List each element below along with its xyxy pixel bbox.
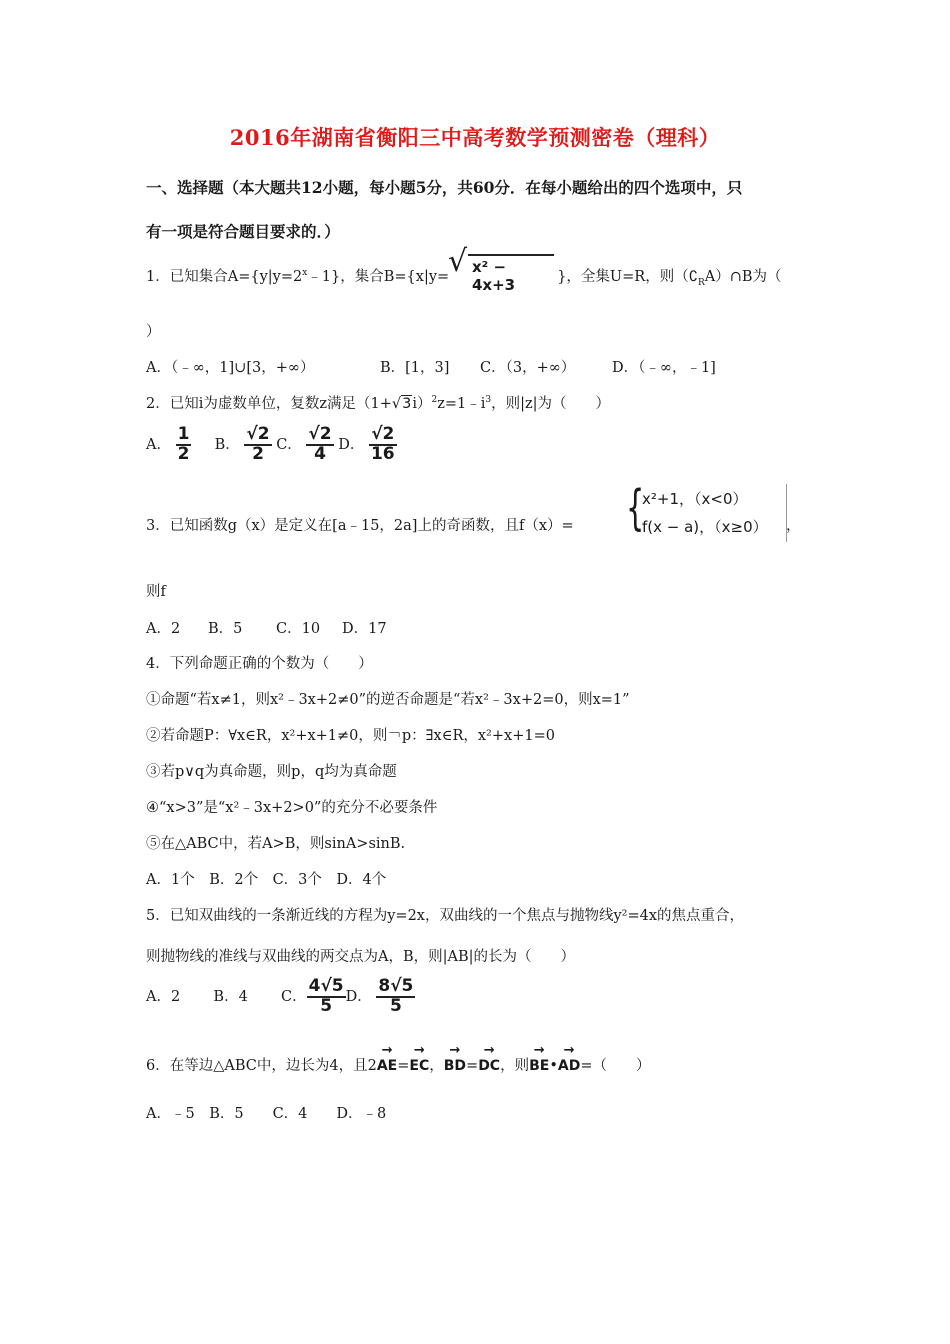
q3-piece-row2: f(x − a)，（x≥0） [642,518,768,536]
page-title: 2016年湖南省衡阳三中高考数学预测密卷（理科） [229,125,721,150]
question-3: 3．已知函数g（x）是定义在[a﹣15，2a]上的奇函数，且f（x）= [146,518,574,534]
question-6 [146,1052,651,1075]
q2-sqrt: √3 [391,396,412,412]
q1-text-d: A）∩B为（ [704,269,782,285]
radical-sign-icon: √ [448,244,468,279]
question-5-line2: 则抛物线的准线与双曲线的两交点为A，B，则|AB|的长为（ ） [146,949,576,965]
q2-option-d-label: D． [338,436,365,453]
q2-option-b-frac: $\frac{√2}{2}$ [246,424,270,464]
q5-options [146,978,415,1016]
q1-radicand: x² − 4x+3 [468,254,554,294]
q5-option-d-frac: $\frac{8√5}{5}$ [378,976,414,1016]
q1-option-d: D．（﹣∞，﹣1] [612,360,716,376]
q1-text-a: 1．已知集合A={y|y=2 [146,269,303,285]
q6-vector-ec: → EC [409,1052,429,1074]
q4-item-5: ⑤在△ABC中，若A>B，则sinA>sinB. [146,836,406,852]
q6-comma1: ， [429,1058,444,1074]
left-brace-icon: { [626,480,645,536]
q5-option-d-label: D． [345,988,372,1005]
q2-options [146,426,397,464]
q2-option-c-frac: $\frac{√2}{4}$ [308,424,332,464]
q6-tail: =（ ） [580,1058,651,1074]
q1-option-c: C．（3，+∞） [480,360,576,376]
q1-radical [448,244,554,294]
q6-options: A．﹣5 B．5 C．4 D．﹣8 [146,1106,387,1122]
q6-vector-bd: → BD [444,1052,466,1074]
q2-option-a-label: A． [146,436,171,453]
question-4: 4．下列命题正确的个数为（ ） [146,656,373,672]
q2-text-b: i） [412,396,432,412]
q6-vector-be: → BE [529,1052,549,1074]
q4-item-3: ③若p∨q为真命题，则p，q均为真命题 [146,764,397,780]
question-5-line1: 5．已知双曲线的一条渐近线的方程为y=2x，双曲线的一个焦点与抛物线y²=4x的焦点重合， [146,908,745,924]
question-2 [146,392,610,413]
q6-vector-ad: → AD [558,1052,580,1074]
q2-sup2: 2 [431,395,438,405]
q2-sup3: 3 [485,395,492,405]
q5-option-b: B．4 [213,988,248,1005]
q3-option-b: B．5 [208,621,243,637]
q5-option-c-frac: $\frac{4√5}{5}$ [308,976,344,1016]
q4-item-1: ①命题“若x≠1，则x²﹣3x+2≠0”的逆否命题是“若x²﹣3x+2=0，则x=1” [146,692,630,708]
q1-sup-x: x [302,268,308,278]
q1-close: ） [146,324,161,340]
q4-item-2: ②若命题P：∀x∈R，x²+x+1≠0，则￢p：∃x∈R，x²+x+1=0 [146,728,555,744]
q2-text-a: 2．已知i为虚数单位，复数z满足（1+ [146,396,392,412]
q4-options: A．1个 B．2个 C．3个 D．4个 [146,872,387,888]
q3-then: 则f [146,584,166,600]
q3-option-a: A．2 [146,621,181,637]
q1-option-b: B．[1，3] [380,360,450,376]
q6-vector-ae: → AE [377,1052,397,1074]
q4-item-4: ④“x>3”是“x²﹣3x+2>0”的充分不必要条件 [146,800,438,816]
q3-option-c: C．10 [276,621,321,637]
q2-text-d: ，则|z|为（ ） [491,396,611,412]
q2-option-b-label: B． [214,436,240,453]
q3-option-d: D．17 [342,621,387,637]
q2-text-c: z=1﹣i [437,396,486,412]
q6-eq2: = [466,1058,479,1074]
q6-comma2: ，则 [500,1058,530,1074]
q3-piecewise [626,480,787,542]
q3-piece-row1: x²+1，（x<0） [642,490,748,508]
q1-text-c: }，全集U=R，则（∁ [557,269,698,285]
q6-vector-dc: → DC [478,1052,500,1074]
q1-sub-r: R [697,277,705,288]
q6-dot: • [549,1058,558,1074]
q1-text-b: ﹣1}，集合B={x|y= [307,269,450,285]
q2-option-d-frac: $\frac{√2}{16}$ [370,424,395,464]
q5-option-c-label: C． [281,988,307,1005]
q6-eq1: = [397,1058,410,1074]
q5-option-a: A．2 [146,988,181,1005]
q2-option-a-frac: $\frac{1}{2}$ [177,424,190,464]
section-heading-line2: 有一项是符合题目要求的．） [146,222,340,241]
q3-comma: ， [786,518,801,534]
q6-text-a: 6．在等边△ABC中，边长为4，且2 [146,1058,377,1074]
section-heading-line1: 一、选择题（本大题共12小题，每小题5分，共60分．在每小题给出的四个选项中，只 [146,178,743,197]
q2-option-c-label: C． [276,436,302,453]
q1-option-a: A．（﹣∞，1]∪[3，+∞） [146,360,315,376]
